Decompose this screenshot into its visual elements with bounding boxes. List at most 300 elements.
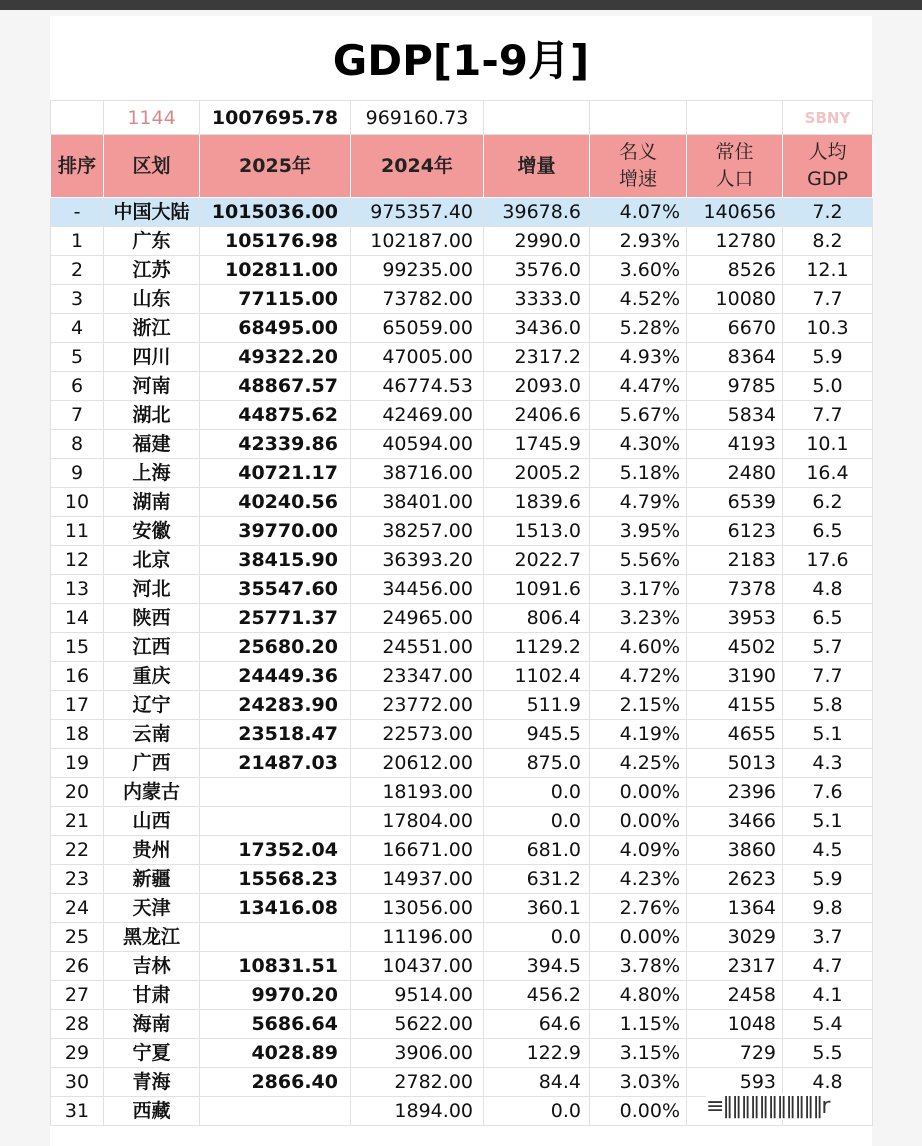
cell-rank: 16 (51, 662, 104, 691)
cell-rank: 29 (51, 1039, 104, 1068)
cell-rank: 18 (51, 720, 104, 749)
cell-rank: 20 (51, 778, 104, 807)
cell-growth: 3.03% (590, 1068, 687, 1097)
header-nominal-growth-line2: 增速 (618, 168, 657, 190)
header-rank: 排序 (51, 135, 104, 198)
cell-per-capita: 5.9 (783, 865, 873, 894)
cell-population: 8526 (687, 256, 783, 285)
cell-rank: 8 (51, 430, 104, 459)
cell-gdp-2024: 42469.00 (351, 401, 484, 430)
cell-gdp-2025: 2866.40 (200, 1068, 351, 1097)
cell-increase: 2317.2 (484, 343, 590, 372)
cell-gdp-2025: 44875.62 (200, 401, 351, 430)
cell-gdp-2025: 102811.00 (200, 256, 351, 285)
cell-growth: 4.47% (590, 372, 687, 401)
cell-gdp-2024: 24965.00 (351, 604, 484, 633)
cell-increase: 806.4 (484, 604, 590, 633)
header-nominal-growth (590, 135, 687, 198)
cell-growth: 4.09% (590, 836, 687, 865)
table-row (51, 1068, 873, 1097)
cell-increase: 945.5 (484, 720, 590, 749)
table-row (51, 720, 873, 749)
table-row (51, 314, 873, 343)
cell-region: 甘肃 (104, 981, 200, 1010)
summary-empty-cell (51, 101, 104, 135)
cell-population: 6539 (687, 488, 783, 517)
cell-per-capita: 10.3 (783, 314, 873, 343)
cell-growth: 3.23% (590, 604, 687, 633)
cell-gdp-2024: 38716.00 (351, 459, 484, 488)
cell-growth: 2.93% (590, 227, 687, 256)
cell-increase: 2990.0 (484, 227, 590, 256)
cell-per-capita: 6.5 (783, 517, 873, 546)
cell-gdp-2024: 65059.00 (351, 314, 484, 343)
cell-per-capita: 6.2 (783, 488, 873, 517)
cell-growth: 4.79% (590, 488, 687, 517)
cell-growth: 4.19% (590, 720, 687, 749)
cell-rank: 26 (51, 952, 104, 981)
summary-empty-cell (687, 101, 783, 135)
cell-population: 4502 (687, 633, 783, 662)
cell-rank: 22 (51, 836, 104, 865)
cell-gdp-2025: 10831.51 (200, 952, 351, 981)
cell-rank: 13 (51, 575, 104, 604)
cell-increase: 84.4 (484, 1068, 590, 1097)
cell-region: 贵州 (104, 836, 200, 865)
cell-growth: 3.15% (590, 1039, 687, 1068)
table-row (51, 633, 873, 662)
cell-population: 6670 (687, 314, 783, 343)
cell-per-capita: 3.7 (783, 923, 873, 952)
cell-gdp-2025: 21487.03 (200, 749, 351, 778)
cell-per-capita: 4.5 (783, 836, 873, 865)
cell-region: 吉林 (104, 952, 200, 981)
cell-increase: 394.5 (484, 952, 590, 981)
cell-growth: 2.15% (590, 691, 687, 720)
cell-region: 广东 (104, 227, 200, 256)
cell-rank: 3 (51, 285, 104, 314)
cell-per-capita: 7.7 (783, 662, 873, 691)
cell-per-capita: 5.0 (783, 372, 873, 401)
table-row (51, 923, 873, 952)
cell-gdp-2025: 68495.00 (200, 314, 351, 343)
cell-growth: 0.00% (590, 807, 687, 836)
cell-population: 2458 (687, 981, 783, 1010)
summary-tag: SBNY (783, 101, 873, 135)
cell-gdp-2025: 39770.00 (200, 517, 351, 546)
cell-growth: 2.76% (590, 894, 687, 923)
cell-increase: 3436.0 (484, 314, 590, 343)
cell-growth: 4.52% (590, 285, 687, 314)
cell-gdp-2024: 40594.00 (351, 430, 484, 459)
cell-per-capita: 4.8 (783, 575, 873, 604)
table-row (51, 343, 873, 372)
cell-region: 北京 (104, 546, 200, 575)
cell-region: 中国大陆 (104, 198, 200, 227)
cell-population: 2396 (687, 778, 783, 807)
cell-per-capita: 5.9 (783, 343, 873, 372)
cell-per-capita: 8.2 (783, 227, 873, 256)
cell-gdp-2024: 2782.00 (351, 1068, 484, 1097)
cell-rank: 17 (51, 691, 104, 720)
cell-increase: 3333.0 (484, 285, 590, 314)
cell-growth: 4.07% (590, 198, 687, 227)
table-row (51, 604, 873, 633)
cell-growth: 0.00% (590, 778, 687, 807)
cell-population: 4155 (687, 691, 783, 720)
cell-gdp-2024: 13056.00 (351, 894, 484, 923)
cell-rank: 25 (51, 923, 104, 952)
cell-region: 黑龙江 (104, 923, 200, 952)
cell-gdp-2024: 975357.40 (351, 198, 484, 227)
cell-gdp-2025 (200, 923, 351, 952)
cell-per-capita: 10.1 (783, 430, 873, 459)
cell-increase: 3576.0 (484, 256, 590, 285)
cell-region: 新疆 (104, 865, 200, 894)
header-region: 区划 (104, 135, 200, 198)
cell-growth: 4.72% (590, 662, 687, 691)
page-title: GDP[1-9月] (332, 36, 590, 85)
cell-gdp-2024: 46774.53 (351, 372, 484, 401)
cell-per-capita: 5.7 (783, 633, 873, 662)
header-per-capita-line2: GDP (807, 168, 848, 190)
header-population-line1: 常住 (715, 141, 754, 163)
cell-per-capita: 16.4 (783, 459, 873, 488)
cell-growth: 1.15% (590, 1010, 687, 1039)
table-row (51, 1039, 873, 1068)
cell-population: 9785 (687, 372, 783, 401)
cell-population: 1048 (687, 1010, 783, 1039)
cell-region: 辽宁 (104, 691, 200, 720)
cell-rank: 27 (51, 981, 104, 1010)
cell-population: 2317 (687, 952, 783, 981)
cell-region: 青海 (104, 1068, 200, 1097)
cell-increase: 1745.9 (484, 430, 590, 459)
cell-gdp-2025: 38415.90 (200, 546, 351, 575)
cell-rank: 24 (51, 894, 104, 923)
header-2024: 2024年 (351, 135, 484, 198)
cell-gdp-2024: 5622.00 (351, 1010, 484, 1039)
table-row (51, 778, 873, 807)
cell-gdp-2025: 25771.37 (200, 604, 351, 633)
table-row (51, 372, 873, 401)
cell-growth: 3.60% (590, 256, 687, 285)
cell-per-capita: 6.5 (783, 604, 873, 633)
cell-increase: 360.1 (484, 894, 590, 923)
cell-gdp-2025: 4028.89 (200, 1039, 351, 1068)
cell-gdp-2024: 38401.00 (351, 488, 484, 517)
cell-rank: 9 (51, 459, 104, 488)
cell-region: 河南 (104, 372, 200, 401)
cell-per-capita: 4.7 (783, 952, 873, 981)
cell-per-capita: 7.7 (783, 401, 873, 430)
summary-total-2024: 969160.73 (351, 101, 484, 135)
table-row (51, 865, 873, 894)
cell-region: 湖北 (104, 401, 200, 430)
cell-region: 海南 (104, 1010, 200, 1039)
cell-population: 8364 (687, 343, 783, 372)
cell-gdp-2024: 38257.00 (351, 517, 484, 546)
cell-gdp-2024: 17804.00 (351, 807, 484, 836)
cell-gdp-2025: 23518.47 (200, 720, 351, 749)
cell-per-capita: 5.1 (783, 807, 873, 836)
table-row (51, 894, 873, 923)
cell-gdp-2025 (200, 778, 351, 807)
cell-growth: 5.28% (590, 314, 687, 343)
cell-gdp-2024: 47005.00 (351, 343, 484, 372)
cell-gdp-2025: 24449.36 (200, 662, 351, 691)
cell-region: 山西 (104, 807, 200, 836)
cell-growth: 0.00% (590, 923, 687, 952)
table-row (51, 227, 873, 256)
cell-increase: 1839.6 (484, 488, 590, 517)
table-row (51, 459, 873, 488)
header-per-capita (783, 135, 873, 198)
cell-gdp-2025: 77115.00 (200, 285, 351, 314)
cell-per-capita: 12.1 (783, 256, 873, 285)
cell-region: 江西 (104, 633, 200, 662)
cell-growth: 3.78% (590, 952, 687, 981)
cell-region: 浙江 (104, 314, 200, 343)
cell-region: 四川 (104, 343, 200, 372)
cell-region: 福建 (104, 430, 200, 459)
cell-growth: 4.30% (590, 430, 687, 459)
cell-gdp-2025: 13416.08 (200, 894, 351, 923)
cell-population: 1364 (687, 894, 783, 923)
cell-growth: 3.17% (590, 575, 687, 604)
cell-gdp-2025: 35547.60 (200, 575, 351, 604)
cell-gdp-2024: 34456.00 (351, 575, 484, 604)
cell-region: 西藏 (104, 1097, 200, 1126)
cell-per-capita: 5.8 (783, 691, 873, 720)
cell-increase: 122.9 (484, 1039, 590, 1068)
cell-region: 江苏 (104, 256, 200, 285)
table-row (51, 1010, 873, 1039)
summary-row (51, 101, 873, 135)
cell-population: 10080 (687, 285, 783, 314)
cell-gdp-2025: 48867.57 (200, 372, 351, 401)
cell-increase: 0.0 (484, 1097, 590, 1126)
header-population-line2: 人口 (715, 168, 754, 190)
cell-population: 2480 (687, 459, 783, 488)
table-row (51, 952, 873, 981)
cell-per-capita: 7.6 (783, 778, 873, 807)
cell-per-capita: 5.4 (783, 1010, 873, 1039)
table-row (51, 981, 873, 1010)
table-row (51, 575, 873, 604)
header-row (51, 135, 873, 198)
cell-rank: 10 (51, 488, 104, 517)
cell-gdp-2024: 22573.00 (351, 720, 484, 749)
cell-rank: 1 (51, 227, 104, 256)
cell-rank: 15 (51, 633, 104, 662)
cell-population: 5834 (687, 401, 783, 430)
cell-growth: 5.56% (590, 546, 687, 575)
cell-gdp-2025: 1015036.00 (200, 198, 351, 227)
table-row (51, 285, 873, 314)
cell-per-capita: 4.3 (783, 749, 873, 778)
table-row (51, 546, 873, 575)
cell-gdp-2024: 11196.00 (351, 923, 484, 952)
table-row (51, 691, 873, 720)
cell-increase: 0.0 (484, 807, 590, 836)
cell-growth: 4.80% (590, 981, 687, 1010)
cell-growth: 5.18% (590, 459, 687, 488)
cell-rank: 5 (51, 343, 104, 372)
cell-population: 4193 (687, 430, 783, 459)
cell-per-capita: 17.6 (783, 546, 873, 575)
cell-gdp-2024: 10437.00 (351, 952, 484, 981)
cell-increase: 2093.0 (484, 372, 590, 401)
cell-gdp-2024: 24551.00 (351, 633, 484, 662)
cell-region: 云南 (104, 720, 200, 749)
cell-growth: 4.60% (590, 633, 687, 662)
header-population (687, 135, 783, 198)
cell-increase: 681.0 (484, 836, 590, 865)
cell-rank: 21 (51, 807, 104, 836)
cell-increase: 64.6 (484, 1010, 590, 1039)
cell-gdp-2025 (200, 1097, 351, 1126)
cell-per-capita: 7.2 (783, 198, 873, 227)
cell-population: 3190 (687, 662, 783, 691)
cell-region: 内蒙古 (104, 778, 200, 807)
cell-population: 5013 (687, 749, 783, 778)
summary-empty-cell (484, 101, 590, 135)
cell-rank: 11 (51, 517, 104, 546)
cell-increase: 875.0 (484, 749, 590, 778)
cell-region: 安徽 (104, 517, 200, 546)
cell-rank: 6 (51, 372, 104, 401)
table-row (51, 430, 873, 459)
cell-population: 140656 (687, 198, 783, 227)
cell-increase: 456.2 (484, 981, 590, 1010)
cell-gdp-2025: 105176.98 (200, 227, 351, 256)
cell-increase: 1129.2 (484, 633, 590, 662)
cell-rank: 19 (51, 749, 104, 778)
cell-gdp-2024: 9514.00 (351, 981, 484, 1010)
cell-rank: 23 (51, 865, 104, 894)
cell-gdp-2025 (200, 807, 351, 836)
cell-population: 3953 (687, 604, 783, 633)
cell-growth: 5.67% (590, 401, 687, 430)
cell-growth: 4.23% (590, 865, 687, 894)
table-row (51, 662, 873, 691)
cell-gdp-2024: 36393.20 (351, 546, 484, 575)
cell-rank: 31 (51, 1097, 104, 1126)
summary-empty-cell (590, 101, 687, 135)
cell-per-capita: 9.8 (783, 894, 873, 923)
table-row (51, 836, 873, 865)
cell-per-capita: 7.7 (783, 285, 873, 314)
cell-growth: 4.25% (590, 749, 687, 778)
cell-population: 12780 (687, 227, 783, 256)
summary-total-2025: 1007695.78 (200, 101, 351, 135)
header-2025: 2025年 (200, 135, 351, 198)
cell-per-capita: 5.5 (783, 1039, 873, 1068)
cell-gdp-2025: 24283.90 (200, 691, 351, 720)
cell-increase: 511.9 (484, 691, 590, 720)
cell-gdp-2024: 102187.00 (351, 227, 484, 256)
cell-rank: 7 (51, 401, 104, 430)
cell-population: 3860 (687, 836, 783, 865)
cell-region: 河北 (104, 575, 200, 604)
cell-increase: 2005.2 (484, 459, 590, 488)
cell-rank: 4 (51, 314, 104, 343)
cell-increase: 0.0 (484, 778, 590, 807)
cell-rank: - (51, 198, 104, 227)
cell-rank: 30 (51, 1068, 104, 1097)
cell-gdp-2025: 40240.56 (200, 488, 351, 517)
summary-ref-cell: 1144 (104, 101, 200, 135)
cell-increase: 0.0 (484, 923, 590, 952)
cell-gdp-2025: 15568.23 (200, 865, 351, 894)
gdp-table (50, 100, 873, 1126)
cell-region: 陕西 (104, 604, 200, 633)
table-row (51, 256, 873, 285)
cell-increase: 2406.6 (484, 401, 590, 430)
watermark: ≡‖‖‖‖‖‖‖‖‖‖‖r (706, 1094, 872, 1120)
cell-gdp-2025: 5686.64 (200, 1010, 351, 1039)
cell-gdp-2024: 20612.00 (351, 749, 484, 778)
china-total-row (51, 198, 873, 227)
cell-increase: 1513.0 (484, 517, 590, 546)
cell-population: 6123 (687, 517, 783, 546)
cell-region: 上海 (104, 459, 200, 488)
cell-increase: 39678.6 (484, 198, 590, 227)
cell-gdp-2025: 40721.17 (200, 459, 351, 488)
header-increase: 增量 (484, 135, 590, 198)
header-per-capita-line1: 人均 (808, 141, 847, 163)
cell-rank: 28 (51, 1010, 104, 1039)
cell-population: 3029 (687, 923, 783, 952)
cell-gdp-2024: 99235.00 (351, 256, 484, 285)
cell-rank: 2 (51, 256, 104, 285)
cell-gdp-2024: 3906.00 (351, 1039, 484, 1068)
cell-increase: 631.2 (484, 865, 590, 894)
cell-rank: 14 (51, 604, 104, 633)
cell-population: 3466 (687, 807, 783, 836)
cell-rank: 12 (51, 546, 104, 575)
cell-gdp-2025: 42339.86 (200, 430, 351, 459)
cell-population: 729 (687, 1039, 783, 1068)
cell-gdp-2025: 17352.04 (200, 836, 351, 865)
cell-gdp-2024: 18193.00 (351, 778, 484, 807)
table-row (51, 488, 873, 517)
table-row (51, 517, 873, 546)
cell-region: 天津 (104, 894, 200, 923)
table-row (51, 749, 873, 778)
cell-population: 2183 (687, 546, 783, 575)
top-bar (0, 0, 922, 10)
cell-region: 重庆 (104, 662, 200, 691)
cell-per-capita: 4.1 (783, 981, 873, 1010)
cell-population: 4655 (687, 720, 783, 749)
cell-gdp-2025: 49322.20 (200, 343, 351, 372)
cell-increase: 1091.6 (484, 575, 590, 604)
cell-growth: 4.93% (590, 343, 687, 372)
cell-gdp-2024: 14937.00 (351, 865, 484, 894)
cell-per-capita: 5.1 (783, 720, 873, 749)
cell-population: 7378 (687, 575, 783, 604)
cell-region: 广西 (104, 749, 200, 778)
cell-gdp-2024: 23347.00 (351, 662, 484, 691)
table-row (51, 401, 873, 430)
cell-increase: 1102.4 (484, 662, 590, 691)
table-row (51, 807, 873, 836)
cell-gdp-2025: 25680.20 (200, 633, 351, 662)
cell-growth: 3.95% (590, 517, 687, 546)
cell-increase: 2022.7 (484, 546, 590, 575)
